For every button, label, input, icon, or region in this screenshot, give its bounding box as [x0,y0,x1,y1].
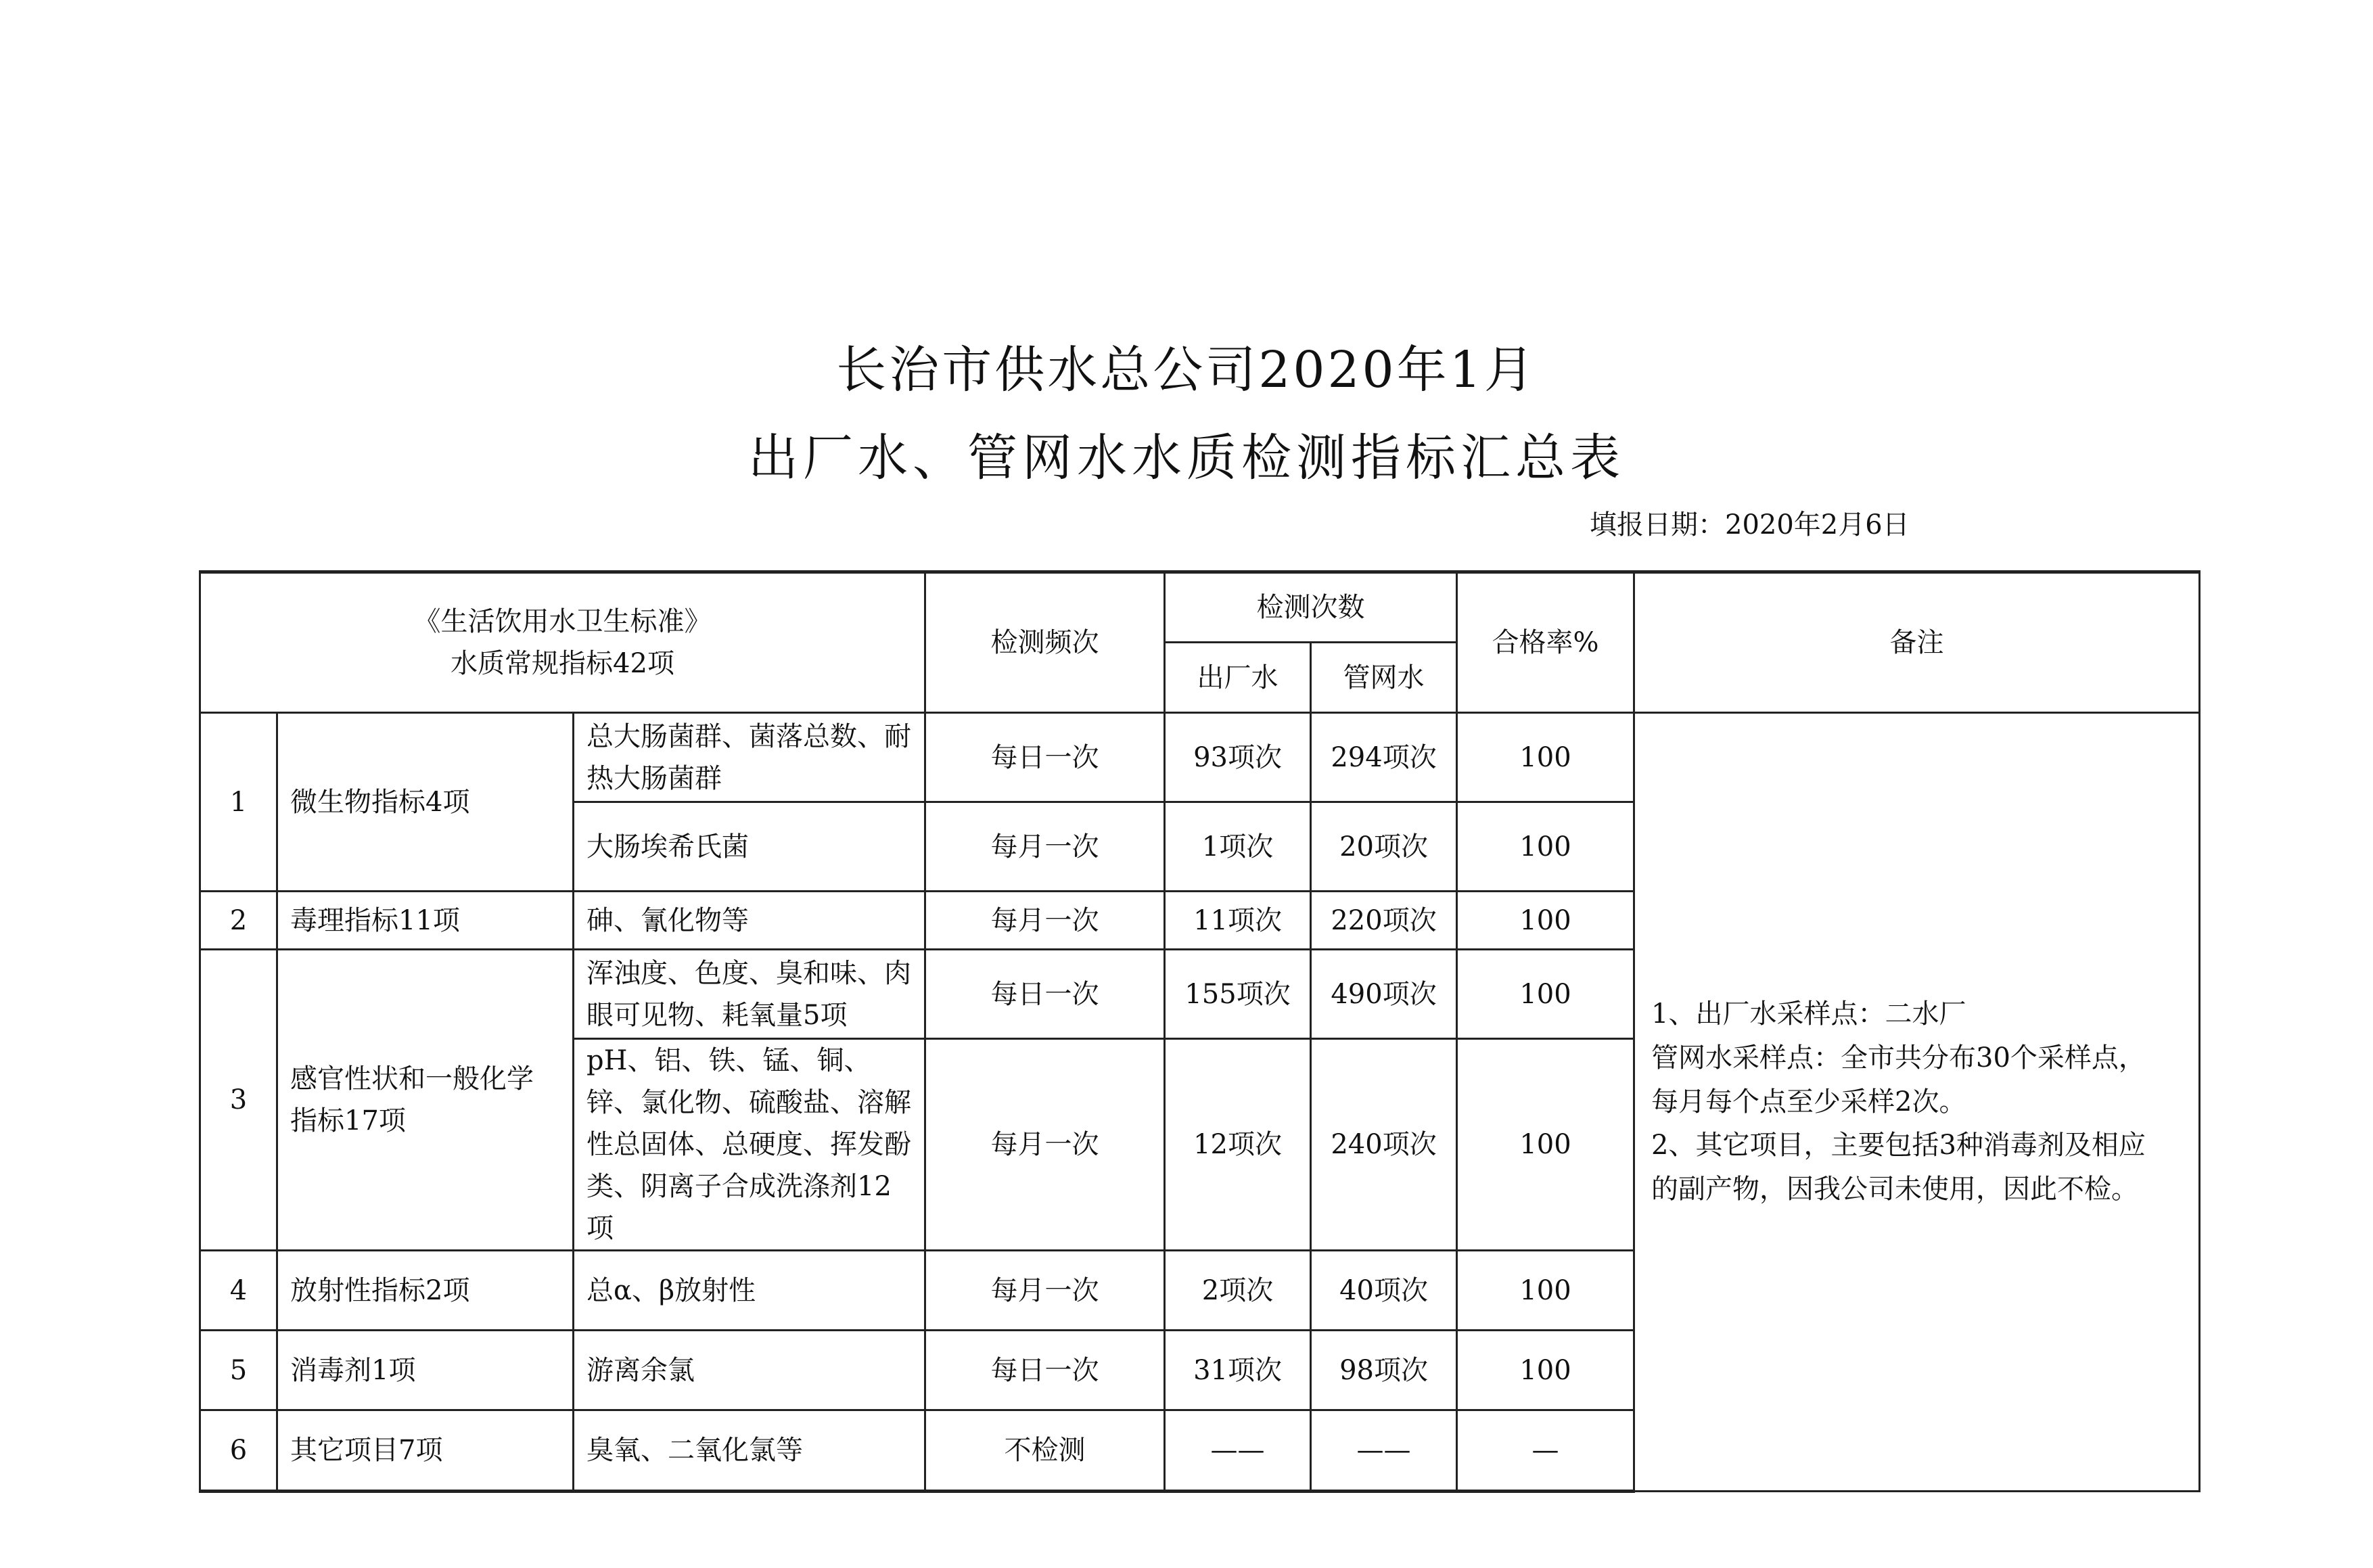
test-count-header: 检测次数 [1165,572,1457,643]
indicator-items: 游离余氯 [574,1331,925,1410]
group-number: 3 [200,950,277,1251]
factory-water-count: 1项次 [1165,802,1311,892]
network-water-header: 管网水 [1311,643,1457,713]
summary-table [199,570,2201,1493]
page-title: 长治市供水总公司2020年1月 [836,341,1537,399]
pass-rate-header: 合格率% [1457,572,1634,713]
indicator-items: 总α、β放射性 [574,1251,925,1331]
indicator-items: 大肠埃希氏菌 [574,802,925,892]
pass-rate-value: 100 [1457,950,1634,1039]
test-frequency: 每月一次 [925,1251,1165,1331]
remarks-line: 1、出厂水采样点：二水厂 [1651,998,1966,1030]
page-subtitle: 出厂水、管网水水质检测指标汇总表 [748,429,1625,487]
group-category: 放射性指标2项 [277,1251,574,1331]
group-number: 5 [200,1331,277,1410]
standard-header [200,572,925,713]
group-category: 毒理指标11项 [277,892,574,950]
pass-rate-value: 100 [1457,713,1634,802]
indicator-items: 浑浊度、色度、臭和味、肉眼可见物、耗氧量5项 [574,950,925,1039]
network-water-count: 40项次 [1311,1251,1457,1331]
test-frequency: 不检测 [925,1410,1165,1492]
standard-header-line2: 水质常规指标42项 [451,648,674,679]
factory-water-count: 12项次 [1165,1039,1311,1251]
network-water-count: 490项次 [1311,950,1457,1039]
indicator-items: pH、铝、铁、锰、铜、锌、氯化物、硫酸盐、溶解性总固体、总硬度、挥发酚类、阴离子合成洗涤剂12项 [574,1039,925,1251]
network-water-count: 220项次 [1311,892,1457,950]
group-number: 4 [200,1251,277,1331]
factory-water-count: 2项次 [1165,1251,1311,1331]
factory-water-count: —— [1165,1410,1311,1492]
test-frequency: 每日一次 [925,713,1165,802]
pass-rate-value: 100 [1457,1251,1634,1331]
indicator-items: 砷、氰化物等 [574,892,925,950]
pass-rate-value: 100 [1457,802,1634,892]
test-frequency: 每月一次 [925,892,1165,950]
group-category: 微生物指标4项 [277,713,574,892]
report-date: 填报日期：2020年2月6日 [1590,509,1910,540]
group-category: 感官性状和一般化学指标17项 [277,950,574,1251]
indicator-items: 总大肠菌群、菌落总数、耐热大肠菌群 [574,713,925,802]
table-row [200,713,2200,802]
factory-water-count: 155项次 [1165,950,1311,1039]
frequency-header: 检测频次 [925,572,1165,713]
group-category: 消毒剂1项 [277,1331,574,1410]
test-frequency: 每日一次 [925,950,1165,1039]
group-number: 2 [200,892,277,950]
network-water-count: —— [1311,1410,1457,1492]
pass-rate-value: 100 [1457,1039,1634,1251]
pass-rate-value: 100 [1457,1331,1634,1410]
standard-header-line1: 《生活饮用水卫生标准》 [413,606,712,637]
pass-rate-value: — [1457,1410,1634,1492]
remarks-line: 每月每个点至少采样2次。 [1651,1086,1966,1117]
factory-water-count: 11项次 [1165,892,1311,950]
test-frequency: 每月一次 [925,802,1165,892]
factory-water-count: 31项次 [1165,1331,1311,1410]
pass-rate-value: 100 [1457,892,1634,950]
network-water-count: 98项次 [1311,1331,1457,1410]
remarks-header: 备注 [1634,572,2200,713]
remarks-line: 的副产物，因我公司未使用，因此不检。 [1651,1174,2139,1205]
network-water-count: 240项次 [1311,1039,1457,1251]
indicator-items: 臭氧、二氧化氯等 [574,1410,925,1492]
test-frequency: 每日一次 [925,1331,1165,1410]
remarks-line: 管网水采样点：全市共分布30个采样点， [1651,1042,2146,1074]
remarks-cell [1634,713,2200,1492]
group-number: 6 [200,1410,277,1492]
network-water-count: 20项次 [1311,802,1457,892]
network-water-count: 294项次 [1311,713,1457,802]
group-number: 1 [200,713,277,892]
remarks-line: 2、其它项目，主要包括3种消毒剂及相应 [1651,1130,2146,1161]
factory-water-header: 出厂水 [1165,643,1311,713]
test-frequency: 每月一次 [925,1039,1165,1251]
group-category: 其它项目7项 [277,1410,574,1492]
factory-water-count: 93项次 [1165,713,1311,802]
